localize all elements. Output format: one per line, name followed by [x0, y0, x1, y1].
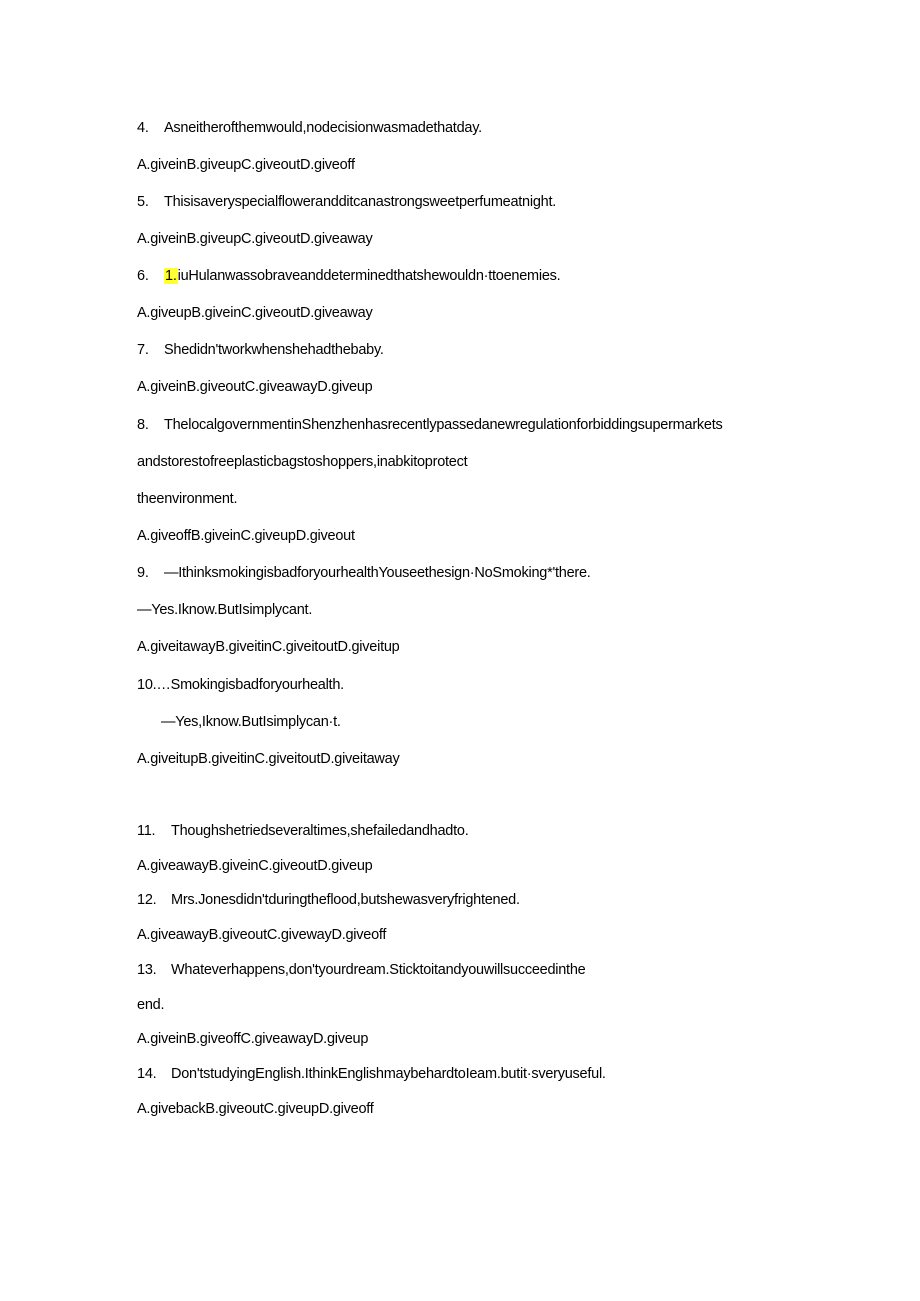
question-number: 8.	[137, 417, 149, 433]
question-text: Shedidn'tworkwhenshehadthebaby.	[164, 342, 384, 358]
question-12	[137, 891, 520, 909]
highlighted-text: 1.	[165, 268, 177, 284]
question-text: —IthinksmokingisbadforyourhealthYouseethesign·NoSmoking*'there.	[164, 565, 591, 581]
question-8	[137, 416, 723, 434]
question-8-continued: theenvironment.	[137, 491, 238, 507]
question-10	[137, 676, 344, 694]
question-number: 7.	[137, 342, 149, 358]
question-10-options: A.giveitupB.giveitinC.giveitoutD.giveitaway	[137, 751, 400, 767]
question-number: 6.	[137, 268, 149, 284]
question-7	[137, 341, 384, 359]
question-9	[137, 564, 591, 582]
question-number: 5.	[137, 194, 149, 210]
question-8-continued: andstorestofreeplasticbagstoshoppers,inabkitoprotect	[137, 454, 468, 470]
question-13-continued: end.	[137, 997, 165, 1013]
question-5	[137, 193, 556, 211]
question-9-response: —Yes.Iknow.ButIsimplycant.	[137, 602, 313, 618]
question-4	[137, 119, 482, 137]
question-number: 9.	[137, 565, 149, 581]
question-text: Thisisaveryspecialflowerandditcanastrongsweetperfumeatnight.	[164, 194, 557, 210]
question-text: Mrs.Jonesdidn'tduringtheflood,butshewasveryfrightened.	[171, 892, 520, 908]
question-13-options: A.giveinB.giveoffC.giveawayD.giveup	[137, 1031, 369, 1047]
question-5-options: A.giveinB.giveupC.giveoutD.giveaway	[137, 231, 373, 247]
question-4-options: A.giveinB.giveupC.giveoutD.giveoff	[137, 157, 355, 173]
question-12-options: A.giveawayB.giveoutC.givewayD.giveoff	[137, 927, 387, 943]
question-8-options: A.giveoffB.giveinC.giveupD.giveout	[137, 528, 355, 544]
question-number: 10.	[137, 677, 157, 693]
question-9-options: A.giveitawayB.giveitinC.giveitoutD.giveitup	[137, 639, 400, 655]
question-text: ThelocalgovernmentinShenzhenhasrecentlypassedanewregulationforbiddingsupermarkets	[164, 417, 723, 433]
question-11	[137, 822, 468, 840]
question-11-options: A.giveawayB.giveinC.giveoutD.giveup	[137, 858, 373, 874]
question-number: 11.	[137, 823, 156, 839]
question-6	[137, 267, 560, 285]
question-text: Thoughshetriedseveraltimes,shefailedandhadto.	[171, 823, 469, 839]
question-13	[137, 961, 585, 979]
question-text: Asneitherofthemwould,nodecisionwasmadethatday.	[164, 120, 482, 136]
question-14-options: A.givebackB.giveoutC.giveupD.giveoff	[137, 1101, 374, 1117]
question-6-options: A.giveupB.giveinC.giveoutD.giveaway	[137, 305, 373, 321]
question-number: 14.	[137, 1066, 157, 1082]
question-14	[137, 1065, 606, 1083]
question-number: 13.	[137, 962, 157, 978]
question-text: Whateverhappens,don'tyourdream.Sticktoitandyouwillsucceedinthe	[171, 962, 586, 978]
question-text: Don'tstudyingEnglish.IthinkEnglishmaybehardtoIeam.butit·sveryuseful.	[171, 1066, 606, 1082]
question-10-response: —Yes,Iknow.ButIsimplycan·t.	[161, 714, 341, 730]
question-text: …Smokingisbadforyourhealth.	[156, 677, 344, 693]
question-text: iuHulanwassobraveanddeterminedthatshewouldn·ttoenemies.	[177, 268, 561, 284]
question-number: 4.	[137, 120, 149, 136]
question-7-options: A.giveinB.giveoutC.giveawayD.giveup	[137, 379, 373, 395]
question-number: 12.	[137, 892, 157, 908]
